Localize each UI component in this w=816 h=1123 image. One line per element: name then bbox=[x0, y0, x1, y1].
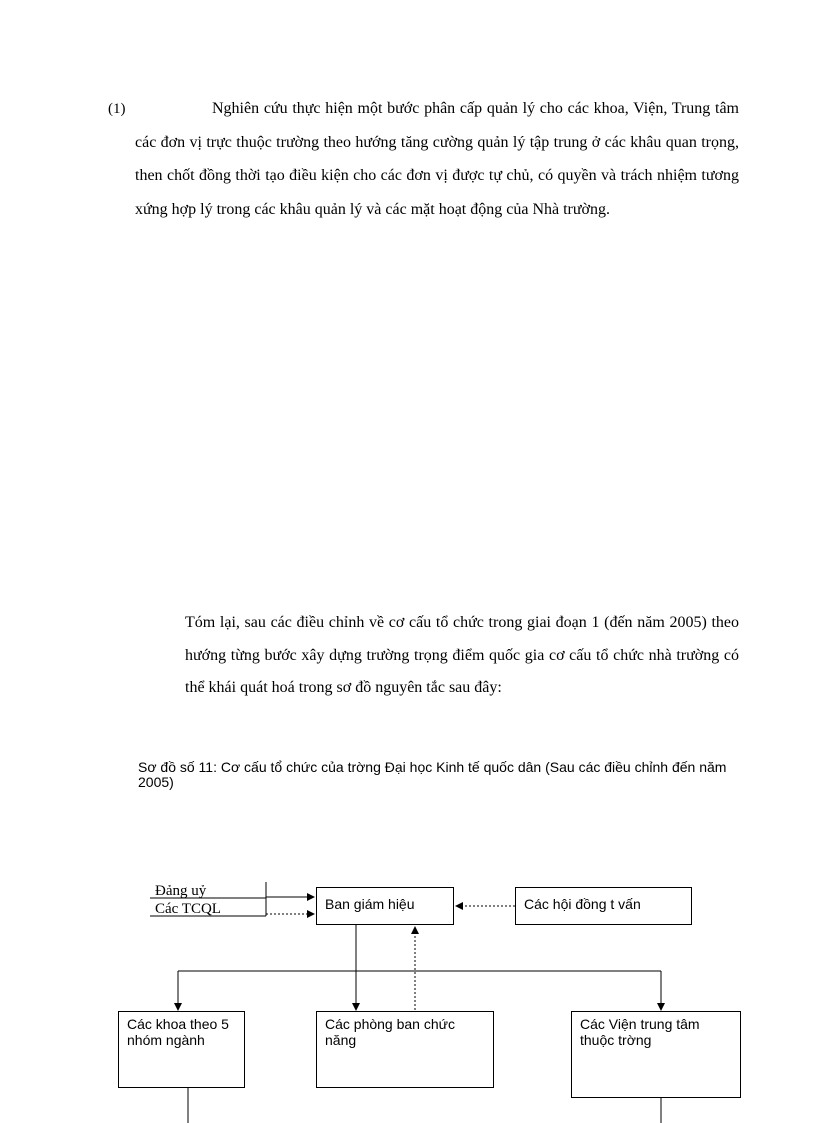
diagram-caption: Sơ đồ số 11: Cơ cấu tổ chức của trờng Đại học Kinh tế quốc dân (Sau các điều chỉnh đến năm 2005) bbox=[138, 759, 727, 790]
hoi-dong-tu-van-label: Các hội đồng t vấn bbox=[524, 896, 641, 912]
paragraph-2: Tóm lại, sau các điều chỉnh về cơ cấu tổ chức trong giai đoạn 1 (đến năm 2005) theo hướng từng bước xây dựng trường trọng điểm quốc gia cơ cấu tổ chức nhà trường có thể khái quát hoá trong sơ đồ nguyên tắc sau đây: bbox=[185, 614, 739, 696]
ban-giam-hieu-box bbox=[316, 887, 454, 925]
paragraph-1: Nghiên cứu thực hiện một bước phân cấp quản lý cho các khoa, Viện, Trung tâm các đơn vị trực thuộc trường theo hướng tăng cường quản lý tập trung ở các khâu quan trọng, then chốt đồng thời tạo điều kiện cho các đơn vị được tự chủ, có quyền và trách nhiệm tương xứng hợp lý trong các khâu quản lý và các mặt hoạt động của Nhà trường. bbox=[135, 100, 739, 218]
paragraph-number: (1) bbox=[108, 101, 126, 117]
vien-trung-tam-label: Các Viện trung tâm thuộc trờng bbox=[580, 1016, 700, 1048]
tcql-label: Các TCQL bbox=[155, 901, 221, 917]
phong-ban-box bbox=[316, 1011, 494, 1088]
vien-trung-tam-box bbox=[571, 1011, 741, 1098]
ban-giam-hieu-label: Ban giám hiệu bbox=[325, 896, 415, 912]
khoa-label: Các khoa theo 5 nhóm ngành bbox=[127, 1016, 229, 1048]
khoa-box bbox=[118, 1011, 245, 1088]
phong-ban-label: Các phòng ban chức năng bbox=[325, 1016, 456, 1048]
hoi-dong-tu-van-box bbox=[515, 887, 692, 925]
dang-uy-label: Đảng uỷ bbox=[155, 883, 207, 899]
